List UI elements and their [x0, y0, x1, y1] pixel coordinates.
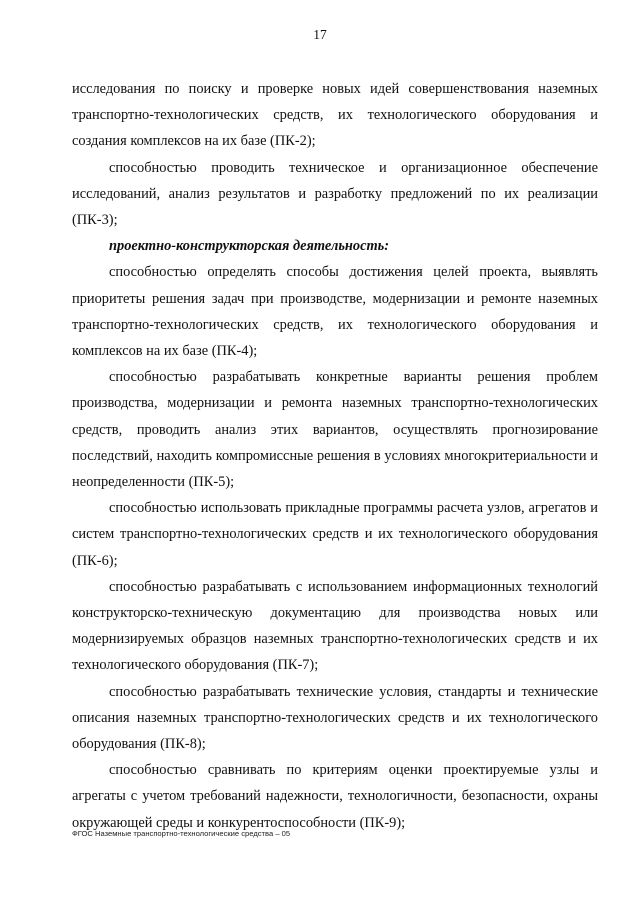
paragraph-pk4: способностью определять способы достижения целей проекта, выявлять приоритеты решения задач при производстве, модернизации и ремонте наземных транспортно-технологических средств, их технологического оборудования и комплексов на их базе (ПК-4); [72, 264, 598, 360]
section-heading-design: проектно-конструкторская деятельность: [109, 238, 390, 255]
paragraph-pk8: способностью разрабатывать технические условия, стандарты и технические описания наземных транспортно-технологических средств и их технологического оборудования (ПК-8); [72, 683, 598, 753]
paragraph-pk7: способностью разрабатывать с использованием информационных технологий конструкторско-техническую документацию для производства новых или модернизируемых образцов наземных транспортно-технологических средств и их технологического оборудования (ПК-7); [72, 578, 598, 674]
page-number: 17 [313, 27, 327, 42]
paragraph-pk6: способностью использовать прикладные программы расчета узлов, агрегатов и систем транспортно-технологических средств и их технологического оборудования (ПК-6); [72, 500, 598, 569]
paragraph-pk2-continuation: исследования по поиску и проверке новых идей совершенствования наземных транспортно-технологических средств, их технологического оборудования и создания комплексов на их базе (ПК-2); [72, 81, 598, 150]
page-footer: ФГОС Наземные транспортно-технологические средства – 05 [72, 829, 291, 838]
paragraph-pk3: способностью проводить техническое и организационное обеспечение исследований, анализ результатов и разработку предложений по их реализации (ПК-3); [72, 159, 598, 229]
paragraph-pk9: способностью сравнивать по критериям оценки проектируемые узлы и агрегаты с учетом требований надежности, технологичности, безопасности, охраны окружающей среды и конкурентоспособности (ПК-9); [72, 762, 598, 831]
paragraph-pk5: способностью разрабатывать конкретные варианты решения проблем производства, модернизации и ремонта наземных транспортно-технологических средств, проводить анализ этих вариантов, осуществлять прогнозирование последствий, находить компромиссные решения в условиях многокритериальности и неопределенности (ПК-5); [72, 369, 598, 491]
document-body [72, 76, 598, 836]
